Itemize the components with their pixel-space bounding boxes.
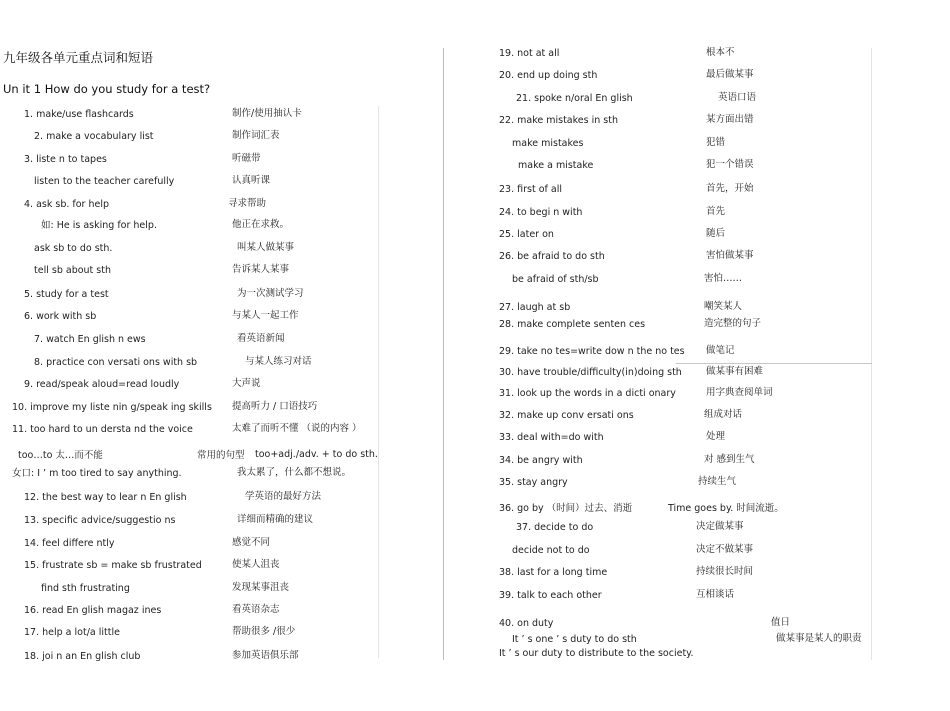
phrase-en: 19. not at all: [499, 48, 560, 59]
phrase-zh: 认真听课: [232, 175, 271, 186]
phrase-en: make a mistake: [518, 160, 594, 171]
phrase-en: ask sb to do sth.: [34, 243, 113, 254]
phrase-zh: 用字典查阅单词: [706, 387, 773, 398]
phrase-en: make mistakes: [512, 138, 584, 149]
phrase-note: 常用的句型: [197, 450, 245, 461]
phrase-en: 29. take no tes=write dow n the no tes: [499, 346, 685, 357]
phrase-zh: 处理: [706, 431, 726, 442]
phrase-zh: 为一次测试学习: [237, 288, 304, 299]
phrase-zh: 持续很长时间: [696, 566, 754, 577]
phrase-zh: 做笔记: [706, 345, 735, 356]
phrase-en: 21. spoke n/oral En glish: [516, 93, 633, 104]
phrase-en: 22. make mistakes in sth: [499, 115, 618, 126]
phrase-en: 38. last for a long time: [499, 567, 608, 578]
phrase-zh: 学英语的最好方法: [245, 491, 322, 502]
phrase-zh: 感觉不同: [232, 537, 271, 548]
phrase-en: 5. study for a test: [24, 289, 109, 300]
phrase-zh: 与某人一起工作: [232, 310, 299, 321]
phrase-zh: 我太累了，什么都不想说。: [237, 467, 352, 478]
phrase-zh: 参加英语俱乐部: [232, 650, 299, 661]
phrase-en: 30. have trouble/difficulty(in)doing sth: [499, 367, 682, 378]
phrase-en: 4. ask sb. for help: [24, 199, 110, 210]
phrase-zh: 害怕……: [704, 273, 743, 284]
phrase-en: 1. make/use flashcards: [24, 109, 134, 120]
phrase-zh: 他正在求救。: [232, 219, 290, 230]
phrase-zh: 寻求帮助: [228, 198, 267, 209]
phrase-zh: 告诉某人某事: [232, 264, 290, 275]
phrase-zh: 叫某人做某事: [237, 242, 295, 253]
phrase-zh: 听磁带: [232, 153, 261, 164]
phrase-zh: 互相谈话: [696, 589, 735, 600]
phrase-en: find sth frustrating: [41, 583, 130, 594]
phrase-zh: 看英语杂志: [232, 604, 280, 615]
phrase-zh: 与某人练习对话: [245, 356, 312, 367]
phrase-en: 32. make up conv ersati ons: [499, 410, 634, 421]
phrase-zh: 英语口语: [718, 92, 757, 103]
phrase-zh: 犯错: [706, 137, 726, 148]
phrase-en: It ’ s our duty to distribute to the society.: [499, 648, 694, 659]
phrase-zh: 根本不: [706, 47, 735, 58]
phrase-en: 17. help a lot/a little: [24, 627, 120, 638]
phrase-zh: 做某事是某人的职责: [776, 633, 862, 644]
phrase-zh: 太难了而听不懂 （说的内容 ）: [232, 423, 362, 434]
phrase-en: 18. joi n an En glish club: [24, 651, 141, 662]
phrase-zh: 使某人沮丧: [232, 559, 280, 570]
phrase-en: 37. decide to do: [516, 522, 594, 533]
phrase-zh: 最后做某事: [706, 69, 754, 80]
phrase-zh: 值日: [771, 617, 791, 628]
phrase-en: 12. the best way to lear n En glish: [24, 492, 187, 503]
phrase-zh: 提高听力 / 口语技巧: [232, 401, 318, 412]
phrase-en: tell sb about sth: [34, 265, 111, 276]
phrase-en: 11. too hard to un dersta nd the voice: [12, 424, 193, 435]
phrase-zh: 造完整的句子: [704, 318, 762, 329]
phrase-zh: 大声说: [232, 378, 261, 389]
unit-heading: Un it 1 How do you study for a test?: [3, 82, 211, 96]
phrase-zh: 做某事有困难: [706, 366, 764, 377]
phrase-zh: 某方面出错: [706, 114, 754, 125]
phrase-zh: 决定不做某事: [696, 544, 754, 555]
phrase-en: listen to the teacher carefully: [34, 176, 175, 187]
page-title: 九年级各单元重点词和短语: [3, 50, 154, 65]
phrase-zh: 随后: [706, 228, 726, 239]
phrase-zh: 看英语新闻: [237, 333, 285, 344]
phrase-en: 39. talk to each other: [499, 590, 602, 601]
phrase-en: 31. look up the words in a dicti onary: [499, 388, 676, 399]
phrase-zh: 害怕做某事: [706, 250, 754, 261]
phrase-en: 10. improve my liste nin g/speak ing skills: [12, 402, 212, 413]
phrase-zh: 发现某事沮丧: [232, 582, 290, 593]
phrase-en: 27. laugh at sb: [499, 302, 571, 313]
phrase-en: be afraid of sth/sb: [512, 274, 599, 285]
phrase-zh: Time goes by. 时间流逝。: [668, 503, 784, 514]
phrase-en: 24. to begi n with: [499, 207, 583, 218]
phrase-en: 7. watch En glish n ews: [34, 334, 146, 345]
phrase-en: 2. make a vocabulary list: [34, 131, 154, 142]
phrase-zh: 持续生气: [698, 476, 737, 487]
left-column-rule: [378, 106, 379, 658]
phrase-en: 34. be angry with: [499, 455, 583, 466]
phrase-zh: 决定做某事: [696, 521, 744, 532]
phrase-zh: 首先，开始: [706, 183, 754, 194]
phrase-en: 女口: I ’ m too tired to say anything.: [12, 468, 182, 479]
phrase-en: 9. read/speak aloud=read loudly: [24, 379, 180, 390]
phrase-en: 15. frustrate sb = make sb frustrated: [24, 560, 202, 571]
phrase-zh: 组成对话: [704, 409, 743, 420]
phrase-en: 6. work with sb: [24, 311, 97, 322]
phrase-en: 25. later on: [499, 229, 554, 240]
phrase-en: 20. end up doing sth: [499, 70, 598, 81]
phrase-zh: 制作词汇表: [232, 130, 280, 141]
phrase-zh: 制作/使用抽认卡: [232, 108, 302, 119]
phrase-en: 36. go by （时间）过去、消逝: [499, 503, 633, 514]
phrase-en: 16. read En glish magaz ines: [24, 605, 162, 616]
phrase-en: 40. on duty: [499, 618, 554, 629]
phrase-en: 26. be afraid to do sth: [499, 251, 605, 262]
phrase-en: 28. make complete senten ces: [499, 319, 646, 330]
phrase-zh: 详细而精确的建议: [237, 514, 314, 525]
phrase-zh: 对 感到生气: [704, 454, 755, 465]
phrase-zh: 首先: [706, 206, 726, 217]
phrase-en: 13. specific advice/suggestio ns: [24, 515, 176, 526]
phrase-en: decide not to do: [512, 545, 590, 556]
phrase-en: 14. feel differe ntly: [24, 538, 115, 549]
phrase-en: 23. first of all: [499, 184, 562, 195]
phrase-en: 如: He is asking for help.: [41, 220, 157, 231]
phrase-zh: 犯一个错误: [706, 159, 754, 170]
phrase-en: 3. liste n to tapes: [24, 154, 107, 165]
phrase-en: 35. stay angry: [499, 477, 568, 488]
row-separator-line: [676, 363, 872, 364]
phrase-en: 8. practice con versati ons with sb: [34, 357, 198, 368]
phrase-en: 33. deal with=do with: [499, 432, 604, 443]
phrase-zh: 嘲笑某人: [704, 301, 743, 312]
phrase-en: too…to 太…而不能: [18, 450, 103, 461]
phrase-zh: too+adj./adv. + to do sth.: [255, 449, 378, 460]
column-divider: [443, 48, 444, 660]
phrase-en: It ’ s one ’ s duty to do sth: [512, 634, 637, 645]
right-column-rule: [871, 48, 872, 660]
phrase-zh: 帮助很多 /很少: [232, 626, 296, 637]
